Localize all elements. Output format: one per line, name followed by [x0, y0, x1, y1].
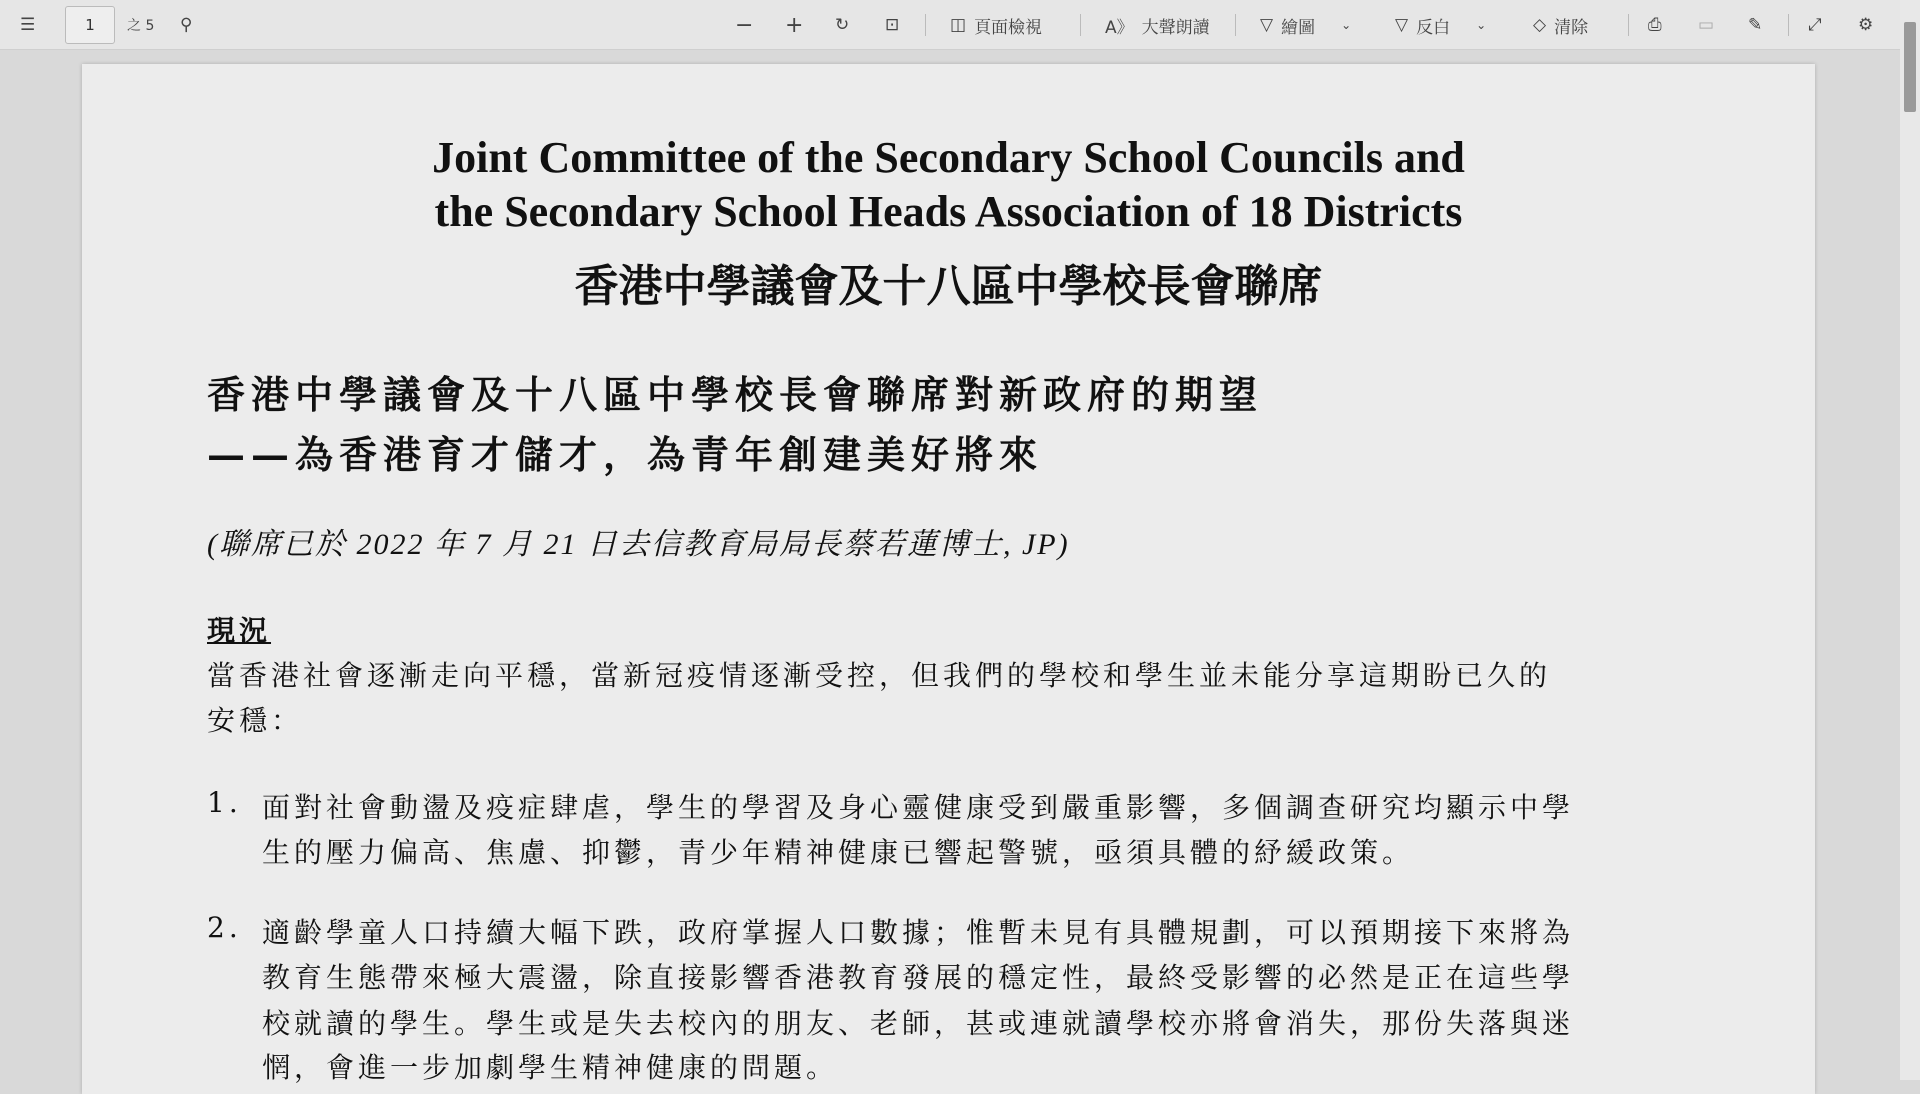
title-en-line1: Joint Committee of the Secondary School Councils and — [432, 133, 1465, 182]
list-item-line: 面對社會動盪及疫症肆虐，學生的學習及身心靈健康受到嚴重影響，多個調查研究均顯示中學 — [262, 791, 1575, 824]
fit-width-icon[interactable]: ⊡ — [885, 15, 900, 35]
pdf-toolbar — [0, 0, 1900, 50]
list-number: 1. — [207, 786, 242, 819]
list-item-line: 校就讀的學生。學生或是失去校內的朋友、老師，甚或連就讀學校亦將會消失，那份失落與迷 — [262, 1007, 1575, 1040]
draw-button[interactable]: ▽ 繪圖 ⌄ — [1260, 15, 1352, 38]
title-en-line2: the Secondary School Heads Association of 18 Districts — [434, 187, 1463, 236]
pdf-page — [82, 64, 1815, 1094]
highlight-icon: ▽ — [1395, 15, 1409, 35]
table-of-contents-icon[interactable]: ☰ — [20, 15, 36, 35]
erase-button[interactable]: ◇ 清除 — [1533, 15, 1589, 38]
chevron-down-icon[interactable]: ⌄ — [1476, 18, 1487, 32]
zoom-out-icon[interactable]: − — [735, 12, 754, 38]
read-aloud-icon: A》 — [1105, 17, 1134, 38]
scrollbar[interactable] — [1900, 0, 1920, 1080]
list-item-line: 教育生態帶來極大震盪，除直接影響香港教育發展的穩定性，最終受影響的必然是正在這些學 — [262, 961, 1575, 994]
settings-icon[interactable]: ⚙ — [1858, 15, 1874, 35]
intro-line2: 安穩： — [207, 704, 304, 737]
intro-line1: 當香港社會逐漸走向平穩，當新冠疫情逐漸受控，但我們的學校和學生並未能分享這期盼已久的 — [207, 659, 1552, 692]
page-number-input[interactable]: 1 — [65, 6, 115, 44]
list-item-line: 適齡學童人口持續大幅下跌，政府掌握人口數據；惟暫未見有具體規劃，可以預期接下來將為 — [262, 916, 1575, 949]
heading-line2: ——為香港育才儲才，為青年創建美好將來 — [207, 432, 1044, 477]
list-item-line: 生的壓力偏高、焦慮、抑鬱，青少年精神健康已響起警號，亟須具體的紓緩政策。 — [262, 836, 1415, 869]
print-icon[interactable]: ⎙ — [1648, 15, 1662, 35]
save-icon[interactable]: ▭ — [1698, 15, 1715, 35]
rotate-icon[interactable]: ↻ — [835, 15, 850, 35]
zoom-in-icon[interactable]: + — [785, 12, 804, 38]
search-icon[interactable]: ⚲ — [180, 15, 193, 35]
page-view-icon: ◫ — [950, 15, 967, 35]
save-as-icon[interactable]: ✎ — [1748, 15, 1763, 35]
heading-line1: 香港中學議會及十八區中學校長會聯席對新政府的期望 — [207, 372, 1264, 417]
fullscreen-icon[interactable]: ⤢ — [1808, 15, 1822, 35]
list-number: 2. — [207, 911, 242, 944]
scrollbar-thumb[interactable] — [1904, 22, 1916, 112]
section-heading: 現況 — [207, 614, 272, 647]
page-total: 之 5 — [127, 18, 155, 34]
highlight-button[interactable]: ▽ 反白 ⌄ — [1395, 15, 1487, 38]
list-item-line: 惘，會進一步加劇學生精神健康的問題。 — [262, 1051, 839, 1084]
eraser-icon: ◇ — [1533, 15, 1547, 35]
title-zh: 香港中學議會及十八區中學校長會聯席 — [574, 261, 1323, 312]
read-aloud-button[interactable]: A》 大聲朗讀 — [1105, 0, 1210, 50]
draw-icon: ▽ — [1260, 15, 1274, 35]
letter-note: (聯席已於 2022 年 7 月 21 日去信教育局局長蔡若蓮博士, JP) — [207, 528, 1070, 561]
chevron-down-icon[interactable]: ⌄ — [1341, 18, 1352, 32]
page-view-button[interactable]: ◫ 頁面檢視 — [950, 15, 1043, 38]
